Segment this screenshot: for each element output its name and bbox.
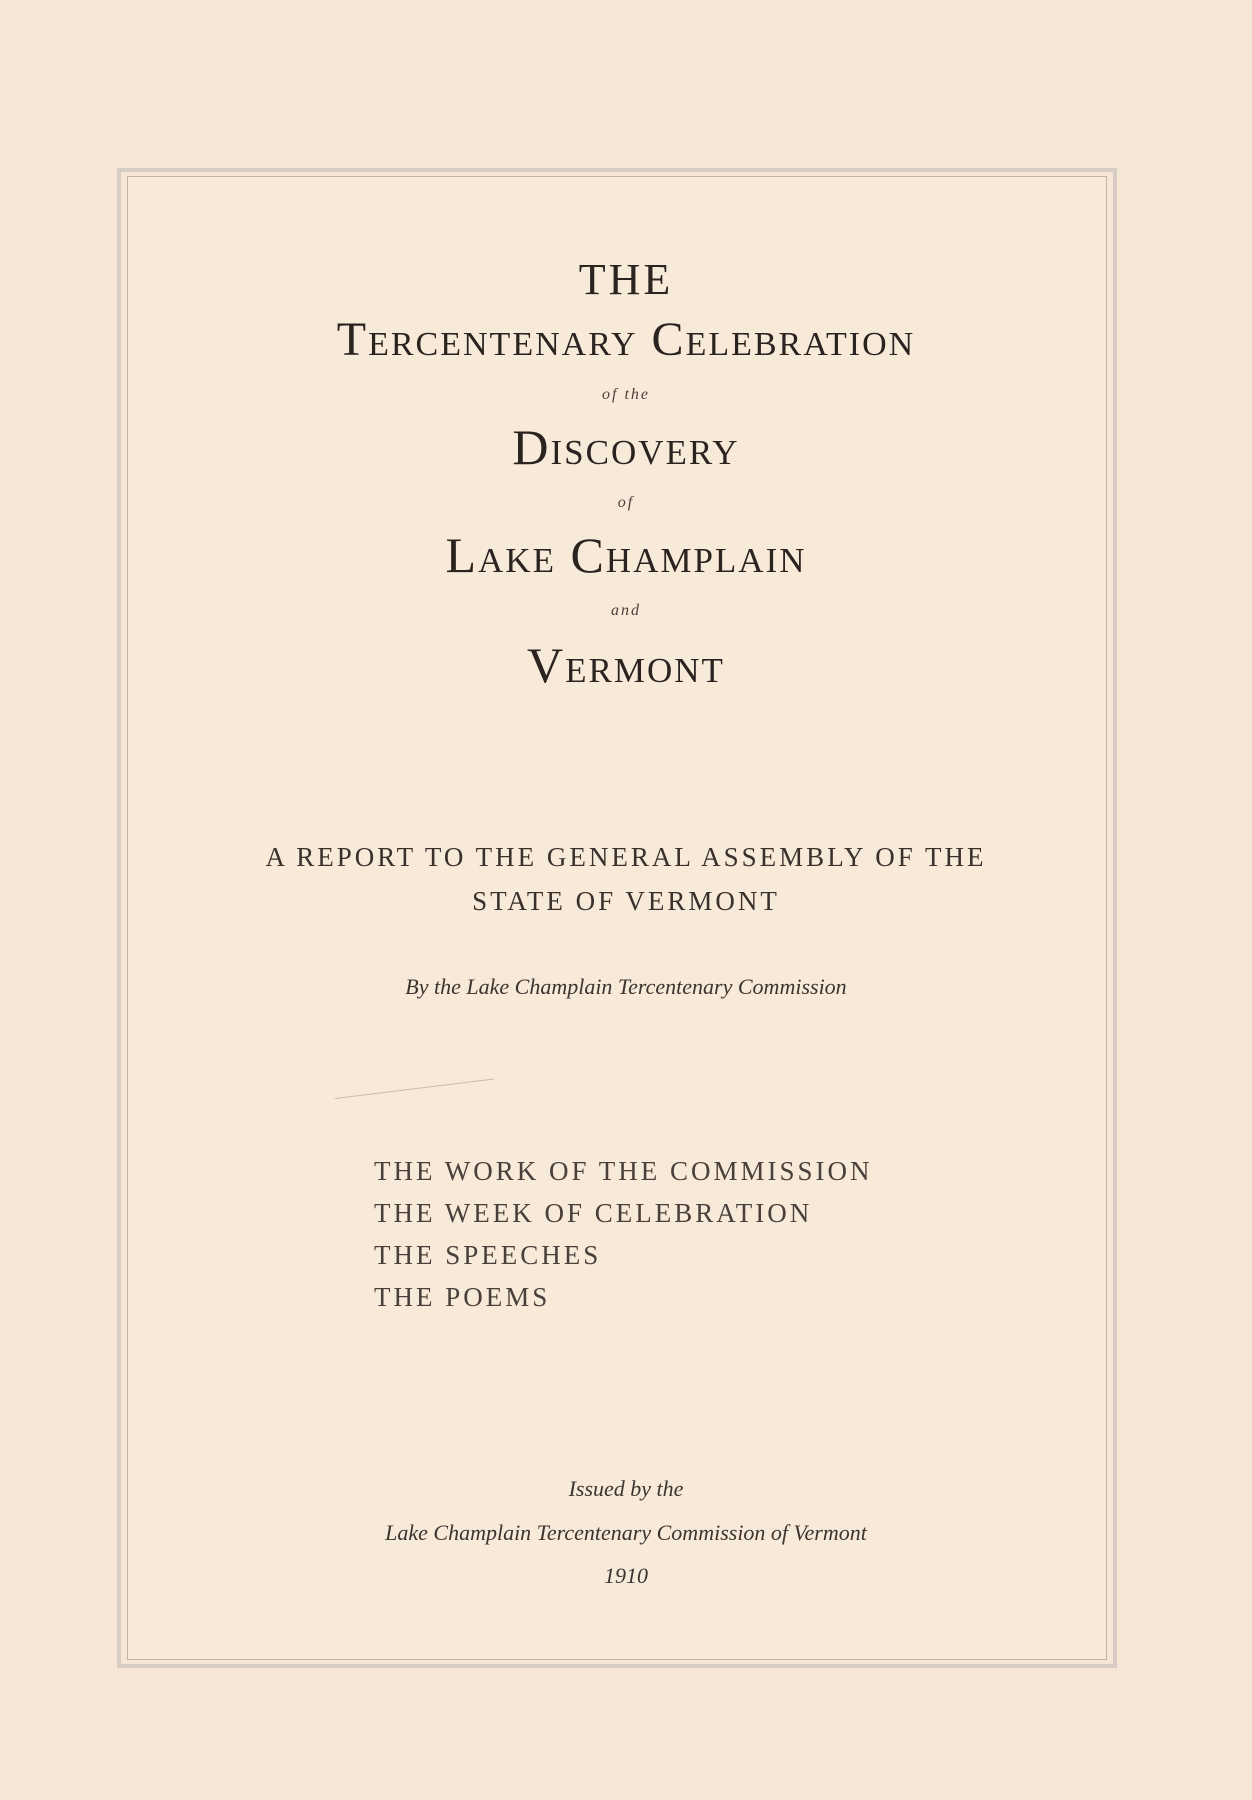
author-line: By the Lake Champlain Tercentenary Commission — [405, 974, 847, 999]
title-discovery: Discovery — [512, 419, 740, 475]
publication-year: 1910 — [604, 1563, 648, 1588]
contents-item: THE WORK OF THE COMMISSION — [374, 1156, 873, 1186]
contents-item: THE SPEECHES — [374, 1240, 602, 1270]
issued-by-line: Issued by the — [568, 1476, 684, 1501]
title-lake-champlain: Lake Champlain — [445, 527, 807, 583]
title-the: THE — [578, 255, 674, 304]
title-tercentenary-celebration: Tercentenary Celebration — [336, 313, 916, 366]
connector-of-the: of the — [602, 386, 650, 403]
contents-item: THE WEEK OF CELEBRATION — [374, 1198, 813, 1228]
contents-list — [374, 1150, 873, 1318]
report-line-1: A REPORT TO THE GENERAL ASSEMBLY OF THE — [265, 842, 987, 872]
connector-of: of — [617, 494, 635, 511]
title-vermont: Vermont — [527, 637, 725, 693]
publisher-line: Lake Champlain Tercentenary Commission of Vermont — [385, 1520, 867, 1545]
connector-and: and — [611, 602, 641, 619]
contents-item: THE POEMS — [374, 1282, 551, 1312]
report-line-2: STATE OF VERMONT — [472, 886, 780, 916]
